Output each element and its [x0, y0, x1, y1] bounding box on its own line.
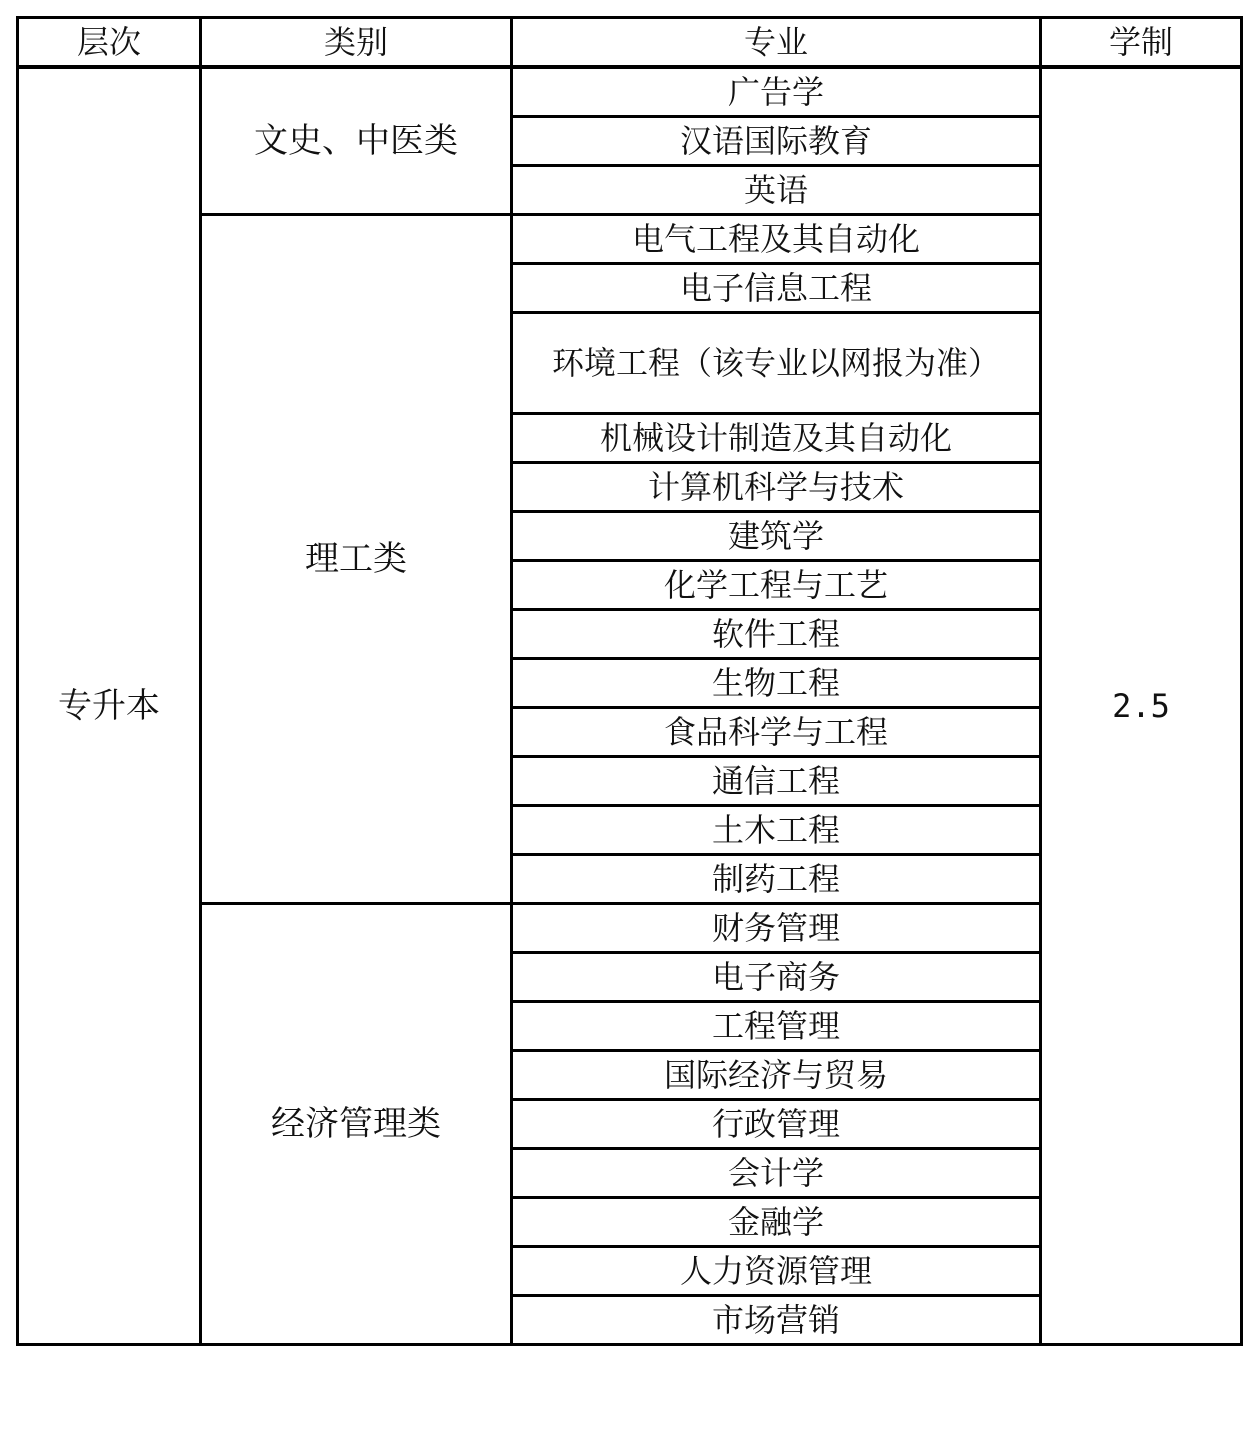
major-cell: 市场营销	[512, 1296, 1041, 1345]
major-cell: 制药工程	[512, 855, 1041, 904]
header-major: 专业	[512, 18, 1041, 68]
header-duration: 学制	[1041, 18, 1242, 68]
major-cell: 建筑学	[512, 512, 1041, 561]
major-cell: 国际经济与贸易	[512, 1051, 1041, 1100]
table-body	[18, 67, 1242, 1345]
table-header	[18, 18, 1242, 68]
major-cell: 食品科学与工程	[512, 708, 1041, 757]
header-level: 层次	[18, 18, 201, 68]
major-cell: 行政管理	[512, 1100, 1041, 1149]
major-cell: 电子商务	[512, 953, 1041, 1002]
category-cell: 理工类	[201, 215, 512, 904]
major-cell: 广告学	[512, 67, 1041, 117]
major-cell: 英语	[512, 166, 1041, 215]
major-cell: 软件工程	[512, 610, 1041, 659]
major-cell: 通信工程	[512, 757, 1041, 806]
major-cell: 财务管理	[512, 904, 1041, 953]
major-cell: 化学工程与工艺	[512, 561, 1041, 610]
programs-table	[16, 16, 1243, 1346]
table-row	[18, 67, 1242, 117]
major-cell: 计算机科学与技术	[512, 463, 1041, 512]
major-cell: 电气工程及其自动化	[512, 215, 1041, 264]
major-cell: 环境工程（该专业以网报为准）	[512, 313, 1041, 414]
major-cell: 机械设计制造及其自动化	[512, 414, 1041, 463]
major-cell: 工程管理	[512, 1002, 1041, 1051]
major-cell: 生物工程	[512, 659, 1041, 708]
category-cell: 文史、中医类	[201, 67, 512, 215]
category-cell: 经济管理类	[201, 904, 512, 1345]
level-cell: 专升本	[18, 67, 201, 1345]
major-cell: 土木工程	[512, 806, 1041, 855]
major-cell: 人力资源管理	[512, 1247, 1041, 1296]
header-category: 类别	[201, 18, 512, 68]
major-cell: 电子信息工程	[512, 264, 1041, 313]
major-cell: 会计学	[512, 1149, 1041, 1198]
header-row	[18, 18, 1242, 68]
duration-cell: 2.5	[1041, 67, 1242, 1345]
major-cell: 汉语国际教育	[512, 117, 1041, 166]
major-cell: 金融学	[512, 1198, 1041, 1247]
